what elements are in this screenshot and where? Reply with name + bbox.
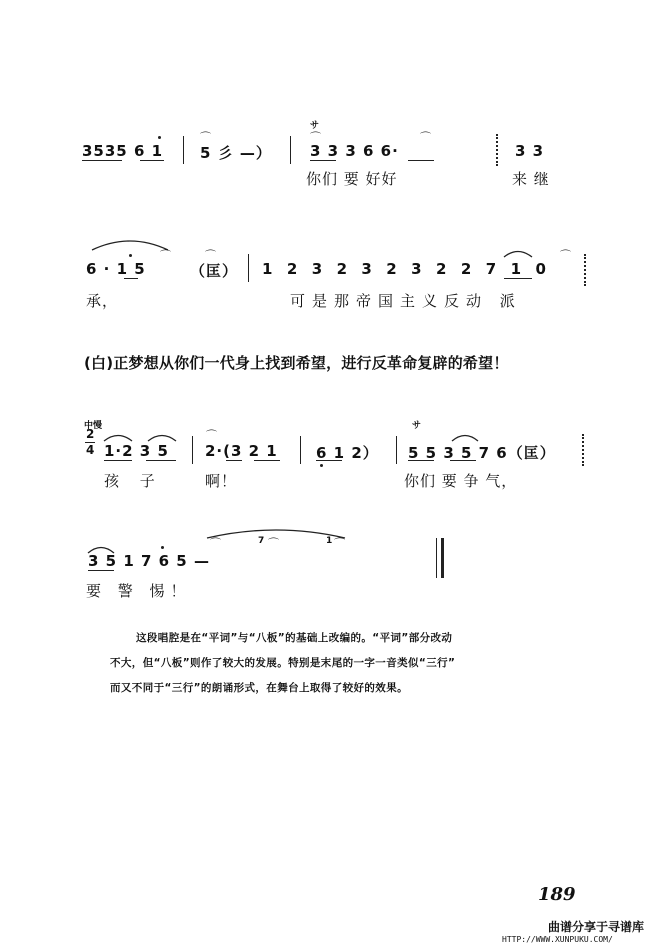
lyrics-line: 来 继 — [512, 170, 550, 188]
dotted-barline — [582, 434, 584, 466]
slur-arc — [146, 432, 178, 442]
fermata-icon: ⌒ — [334, 537, 345, 550]
lyrics-line: 孩 子 — [104, 472, 163, 490]
measure-3-notes: 6 1 2） — [316, 444, 379, 462]
commentary-line: 这段唱腔是在“平词”与“八板”的基础上改编的。“平词”部分改动 — [136, 632, 453, 644]
barline — [248, 254, 249, 282]
grace-note: 1 — [326, 536, 333, 546]
high-octave-dot — [158, 136, 161, 139]
fermata-icon: ⌒ — [160, 249, 171, 262]
underline — [104, 460, 132, 461]
lyrics-line: 承， — [86, 292, 119, 310]
underline — [146, 460, 176, 461]
underline — [82, 160, 122, 161]
measure-1-notes: 3535 6 1 — [82, 142, 164, 160]
watermark-url: HTTP://WWW.XUNPUKU.COM/ — [502, 935, 613, 944]
dotted-barline — [496, 134, 498, 166]
tempo-label: 中慢 — [84, 421, 103, 431]
low-octave-dot — [320, 464, 323, 467]
dotted-barline — [584, 254, 586, 286]
underline — [140, 160, 164, 161]
lyrics-line: 你们 要 争 气， — [404, 472, 518, 490]
fermata-icon: ⌒ — [268, 537, 279, 550]
barline — [183, 136, 184, 164]
grace-note: 7 — [258, 536, 265, 546]
commentary-line: 不大，但“八板”则作了较大的发展。特别是末尾的一字一音类似“三行” — [110, 657, 456, 669]
underline — [408, 460, 434, 461]
time-signature-top: 2 — [86, 427, 96, 441]
fermata-icon: ⌒ — [205, 249, 216, 262]
page-number: 189 — [538, 884, 576, 905]
barline — [290, 136, 291, 164]
fermata-icon: ⌒ — [200, 131, 211, 144]
tempo-mark-free: サ — [412, 421, 422, 431]
measure-1-notes: 3 5 1 7 6 5 — — [88, 552, 210, 570]
watermark-title: 曲谱分享于寻谱库 — [548, 920, 645, 934]
high-octave-dot — [161, 546, 164, 549]
slur-arc — [502, 248, 534, 258]
fermata-icon: ⌒ — [210, 537, 221, 550]
measure-1-notes: 1·2 3 5 — [104, 442, 169, 460]
measure-4-notes: 5 5 3 5 7 6（匡） — [408, 444, 556, 462]
underline — [124, 278, 138, 279]
underline — [316, 460, 342, 461]
fermata-icon: ⌒ — [310, 131, 321, 144]
underline — [226, 460, 242, 461]
lyrics-line: 要 警 惕！ — [86, 582, 192, 600]
barline — [396, 436, 397, 464]
barline — [300, 436, 301, 464]
underline — [254, 460, 280, 461]
fermata-icon: ⌒ — [560, 249, 571, 262]
fermata-icon: ⌒ — [206, 429, 217, 442]
slur-arc — [450, 432, 480, 442]
lyrics-line: 可是那帝国主义反动 派 — [290, 292, 522, 310]
final-barline-thick — [441, 538, 444, 578]
spoken-dialogue: (白)正梦想从你们一代身上找到希望，进行反革命复辟的希望！ — [84, 354, 509, 372]
high-octave-dot — [129, 254, 132, 257]
time-signature-bottom: 4 — [86, 443, 96, 457]
measure-2-notes: 2·(3 2 1 — [205, 442, 278, 460]
slur-arc — [90, 236, 170, 252]
measure-1-notes: 6 · 1 5 — [86, 260, 146, 278]
tempo-mark-free: サ — [310, 121, 320, 131]
lyrics-line: 啊！ — [205, 472, 238, 490]
aside-mark: （匡） — [190, 262, 239, 280]
lyrics-line: 你们 要 好好 — [306, 170, 398, 188]
fermata-icon: ⌒ — [420, 131, 431, 144]
measure-4-notes: 3 3 — [515, 142, 545, 160]
underline — [310, 160, 336, 161]
measure-2-notes: 5 彡 —） — [200, 144, 272, 162]
underline — [88, 570, 114, 571]
underline — [408, 160, 434, 161]
barline — [192, 436, 193, 464]
slur-arc — [102, 432, 134, 442]
measure-2-notes: 1 2 3 2 3 2 3 2 2 7 1 0 — [262, 260, 551, 278]
final-barline-thin — [436, 538, 437, 578]
underline — [504, 278, 532, 279]
measure-3-notes: 3 3 3 6 6· — [310, 142, 399, 160]
commentary-line: 而又不同于“三行”的朗诵形式，在舞台上取得了较好的效果。 — [110, 682, 409, 694]
underline — [450, 460, 476, 461]
